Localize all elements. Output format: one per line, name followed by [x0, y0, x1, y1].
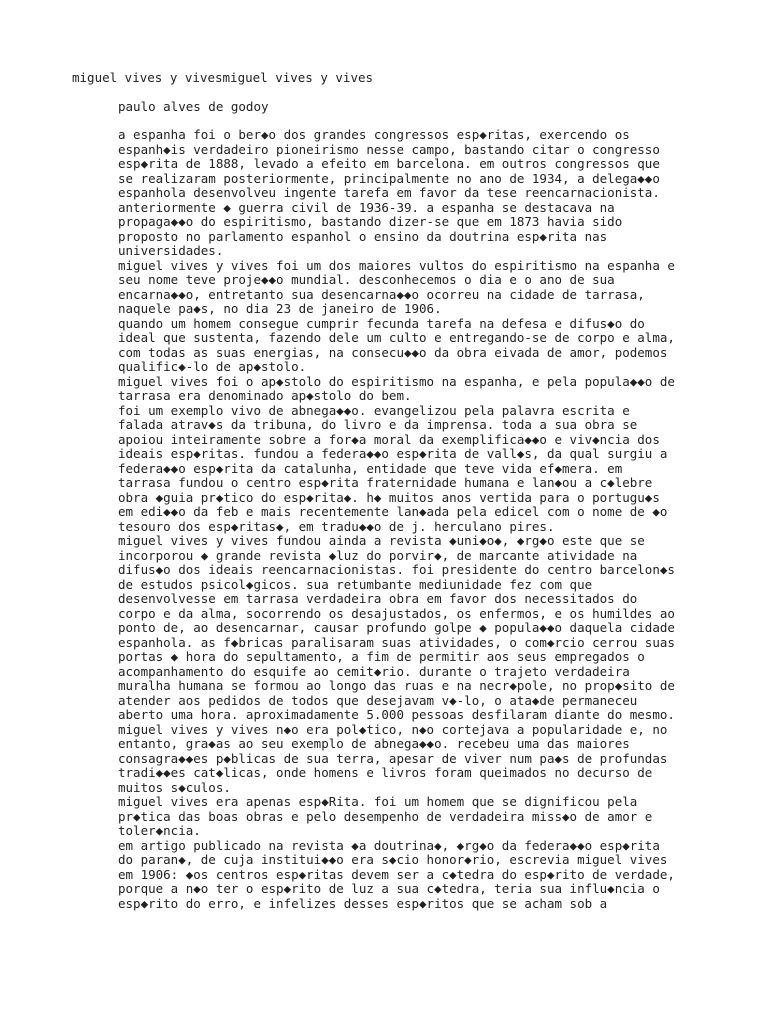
document-line: seu nome teve proje◆◆o mundial. desconhecemos o dia e o ano de sua	[118, 272, 615, 287]
document-line: entanto, gra◆as ao seu exemplo de abnega◆◆o. recebeu uma das maiores	[118, 736, 630, 751]
document-line: com todas as suas energias, na consecu◆◆o da obra eivada de amor, podemos	[118, 344, 668, 360]
document-line: ponto de, ao desencarnar, causar profundo golpe ◆ popula◆◆o daquela cidade	[118, 620, 675, 635]
document-line: espanh◆is verdadeiro pioneirismo nesse campo, bastando citar o congresso	[118, 141, 660, 157]
document-line: espanhola desenvolveu ingente tarefa em favor da tese reencarnacionista.	[118, 185, 660, 200]
document-line: porque a n◆o ter o esp◆rito de luz a sua c◆tedra, teria sua influ◆ncia o	[118, 881, 660, 896]
document-line: encarna◆◆o, entretanto sua desencarna◆◆o ocorreu na cidade de tarrasa,	[118, 286, 645, 302]
document-line: acompanhamento do esquife ao cemit◆rio. durante o trajeto verdadeira	[118, 663, 630, 679]
document-title: miguel vives y vivesmiguel vives y vives	[72, 70, 374, 85]
document-line: naquele pa◆s, no dia 23 de janeiro de 1906.	[118, 301, 442, 316]
document-line: consagra◆◆es p◆blicas de sua terra, apesar de viver num pa◆s de profundas	[118, 750, 668, 766]
document-line: tarrasa era denominado ap◆stolo do bem.	[118, 388, 412, 403]
document-line: esp◆rito do erro, e infelizes desses esp◆ritos que se acham sob a	[118, 895, 608, 911]
document-line: propaga◆◆o do espiritismo, bastando dizer-se que em 1873 havia sido	[118, 214, 623, 229]
document-line: em edi◆◆o da feb e mais recentemente lan◆ada pela edicel com o nome de ◆o	[118, 504, 668, 519]
document-line: difus◆o dos ideais reencarnacionistas. foi presidente do centro barcelon◆s	[118, 562, 675, 577]
document-line: tradi◆◆es cat◆licas, onde homens e livros foram queimados no decurso de	[118, 765, 653, 780]
document-line: aberto uma hora. aproximadamente 5.000 pessoas desfilaram diante do mesmo.	[118, 707, 675, 722]
document-line: tarrasa fundou o centro esp◆rita fraternidade humana e lan◆ou a c◆lebre	[118, 475, 653, 490]
document-line: foi um exemplo vivo de abnega◆◆o. evangelizou pela palavra escrita e	[118, 402, 630, 418]
document-line: atender aos pedidos de todos que desejavam v◆-lo, o ata◆de permaneceu	[118, 692, 638, 708]
document-line: do paran◆, de cuja institui◆◆o era s◆cio honor◆rio, escrevia miguel vives	[118, 852, 668, 867]
document-line: corpo e da alma, socorrendo os desajustados, os enfermos, e os humildes ao	[118, 605, 675, 621]
document-line: portas ◆ hora do sepultamento, a fim de permitir aos seus empregados o	[118, 649, 645, 664]
document-line: ideal que sustenta, fazendo dele um culto e entregando-se de corpo e alma,	[118, 330, 675, 345]
document-line: esp◆rita de 1888, levado a efeito em barcelona. em outros congressos que	[118, 156, 660, 171]
document-line: em 1906: ◆os centros esp◆ritas devem ser a c◆tedra do esp◆rito de verdade,	[118, 866, 675, 882]
document-line: qualific◆-lo de ap◆stolo.	[118, 359, 307, 374]
document-line: miguel vives y vives fundou ainda a revista ◆uni◆o◆, ◆rg◆o este que se	[118, 533, 645, 548]
document-line: apoiou inteiramente sobre a for◆a moral da exemplifica◆◆o e viv◆ncia dos	[118, 431, 660, 447]
document-line: ideais esp◆ritas. fundou a federa◆◆o esp◆rita de vall◆s, da qual surgiu a	[118, 446, 668, 461]
document-line: federa◆◆o esp◆rita da catalunha, entidade que teve vida ef◆mera. em	[118, 460, 623, 476]
document-line: toler◆ncia.	[118, 823, 201, 838]
document-line: miguel vives foi o ap◆stolo do espiritismo na espanha, e pela popula◆◆o de	[118, 373, 675, 389]
document-line: muralha humana se formou ao longo das ruas e na necr◆pole, no prop◆sito de	[118, 678, 675, 693]
document-line: quando um homem consegue cumprir fecunda tarefa na defesa e difus◆o do	[118, 315, 645, 331]
document-line: incorporou ◆ grande revista ◆luz do porvir◆, de marcante atividade na	[118, 547, 638, 563]
document-body	[118, 128, 708, 911]
document-line: tesouro dos esp◆ritas◆, em tradu◆◆o de j. herculano pires.	[118, 518, 555, 534]
document-line: anteriormente ◆ guerra civil de 1936-39. a espanha se destacava na	[118, 199, 615, 215]
document-line: miguel vives era apenas esp◆Rita. foi um homem que se dignificou pela	[118, 794, 638, 809]
document-line: miguel vives y vives n◆o era pol◆tico, n◆o cortejava a popularidade e, no	[118, 721, 668, 737]
document-line: espanhola. as f◆bricas paralisaram suas atividades, o com◆rcio cerrou suas	[118, 634, 675, 650]
document-line: se realizaram posteriormente, principalmente no ano de 1934, a delega◆◆o	[118, 170, 660, 186]
document-line: a espanha foi o ber◆o dos grandes congressos esp◆ritas, exercendo os	[118, 127, 630, 142]
document-line: desenvolvesse em tarrasa verdadeira obra em favor dos necessitados do	[118, 591, 638, 606]
document-line: de estudos psicol◆gicos. sua retumbante mediunidade fez com que	[118, 576, 593, 592]
document-line: obra ◆guia pr◆tico do esp◆rita◆. h◆ muitos anos vertida para o portugu◆s	[118, 489, 660, 505]
document-line: miguel vives y vives foi um dos maiores vultos do espiritismo na espanha e	[118, 257, 675, 273]
document-line: proposto no parlamento espanhol o ensino da doutrina esp◆rita nas	[118, 228, 608, 244]
document-line: falada atrav◆s da tribuna, do livro e da imprensa. toda a sua obra se	[118, 417, 638, 432]
document-author: paulo alves de godoy	[118, 99, 269, 114]
document-line: pr◆tica das boas obras e pelo desempenho de verdadeira miss◆o de amor e	[118, 808, 653, 824]
document-line: em artigo publicado na revista ◆a doutrina◆, ◆rg◆o da federa◆◆o esp◆rita	[118, 837, 660, 853]
document-line: universidades.	[118, 243, 224, 258]
document-line: muitos s◆culos.	[118, 779, 231, 795]
